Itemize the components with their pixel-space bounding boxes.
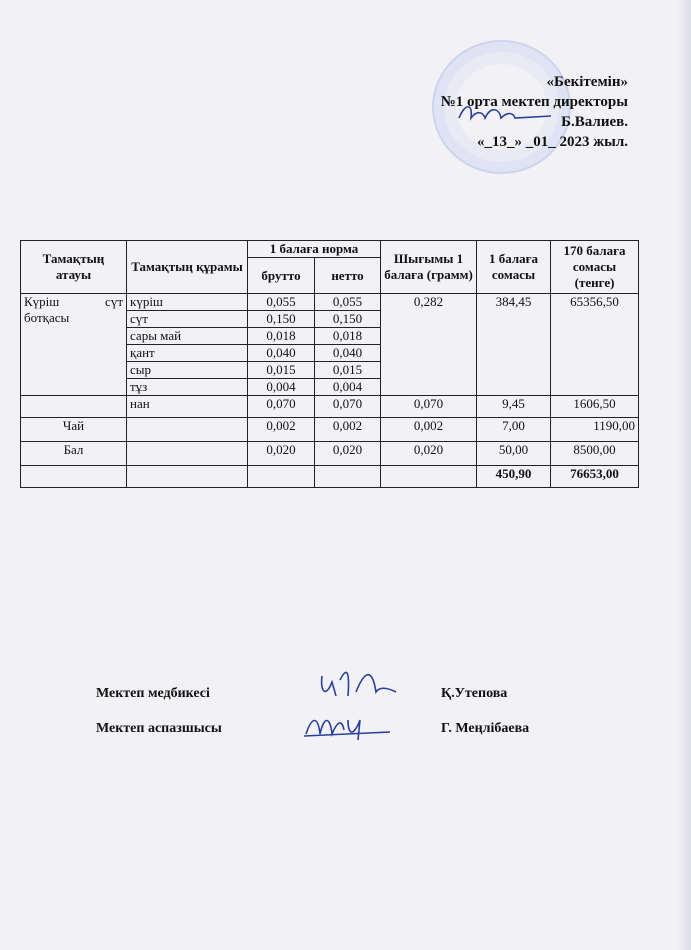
ingredient-name: сыр (127, 362, 248, 379)
netto-value: 0,020 (315, 442, 381, 466)
nurse-signature (316, 662, 406, 704)
brutto-value: 0,040 (248, 345, 315, 362)
brutto-value: 0,004 (248, 379, 315, 396)
dish-name: Күріш сүт ботқасы (21, 294, 127, 396)
ingredient-name: сары май (127, 328, 248, 345)
netto-value: 0,015 (315, 362, 381, 379)
sum1-value: 9,45 (477, 396, 551, 418)
sum170-value: 1190,00 (551, 418, 639, 442)
total-sum1: 450,90 (477, 466, 551, 488)
netto-value: 0,002 (315, 418, 381, 442)
ingredient-name: күріш (127, 294, 248, 311)
header-brutto: брутто (248, 258, 315, 294)
header-name: Тамақтың атауы (21, 241, 127, 294)
ingredient-name: тұз (127, 379, 248, 396)
brutto-value: 0,020 (248, 442, 315, 466)
brutto-value: 0,150 (248, 311, 315, 328)
ingredient-name: қант (127, 345, 248, 362)
brutto-value: 0,015 (248, 362, 315, 379)
netto-value: 0,070 (315, 396, 381, 418)
netto-value: 0,055 (315, 294, 381, 311)
netto-value: 0,040 (315, 345, 381, 362)
ingredient-name: сүт (127, 311, 248, 328)
ingredient-name: нан (127, 396, 248, 418)
netto-value: 0,018 (315, 328, 381, 345)
cook-role: Мектеп аспазшысы (96, 721, 222, 736)
brutto-value: 0,055 (248, 294, 315, 311)
cook-name: Г. Меңлібаева (441, 721, 530, 736)
table-row (21, 442, 639, 466)
menu-table (20, 240, 639, 488)
header-sum170: 170 балаға сомасы (тенге) (551, 241, 639, 294)
sum170-value: 1606,50 (551, 396, 639, 418)
sum1-value: 7,00 (477, 418, 551, 442)
header-composition: Тамақтың құрамы (127, 241, 248, 294)
brutto-value: 0,070 (248, 396, 315, 418)
approval-title: «Бекітемін» (546, 74, 628, 90)
nurse-name: Қ.Утепова (441, 686, 508, 701)
brutto-value: 0,002 (248, 418, 315, 442)
output-value: 0,002 (381, 418, 477, 442)
total-row (21, 466, 639, 488)
header-output: Шығымы 1 балаға (грамм) (381, 241, 477, 294)
director-signature (455, 98, 555, 128)
table-row (21, 396, 639, 418)
header-sum1: 1 балаға сомасы (477, 241, 551, 294)
total-sum170: 76653,00 (551, 466, 639, 488)
netto-value: 0,150 (315, 311, 381, 328)
approval-date: «_13_» _01_ 2023 жыл. (476, 134, 628, 150)
sum170-value: 65356,50 (551, 294, 639, 396)
header-norm: 1 балаға норма (248, 241, 381, 258)
cook-signature (302, 706, 392, 742)
sum1-value: 50,00 (477, 442, 551, 466)
table-row (21, 418, 639, 442)
approval-position: №1 орта мектеп директоры (440, 94, 628, 110)
brutto-value: 0,018 (248, 328, 315, 345)
netto-value: 0,004 (315, 379, 381, 396)
output-value: 0,282 (381, 294, 477, 396)
dish-name: Бал (21, 442, 127, 466)
header-netto: нетто (315, 258, 381, 294)
output-value: 0,070 (381, 396, 477, 418)
approval-director: Б.Валиев. (561, 114, 628, 130)
nurse-role: Мектеп медбикесі (96, 686, 210, 701)
output-value: 0,020 (381, 442, 477, 466)
page-edge (677, 0, 691, 950)
sum170-value: 8500,00 (551, 442, 639, 466)
table-row (21, 294, 639, 311)
dish-name: Чай (21, 418, 127, 442)
sum1-value: 384,45 (477, 294, 551, 396)
